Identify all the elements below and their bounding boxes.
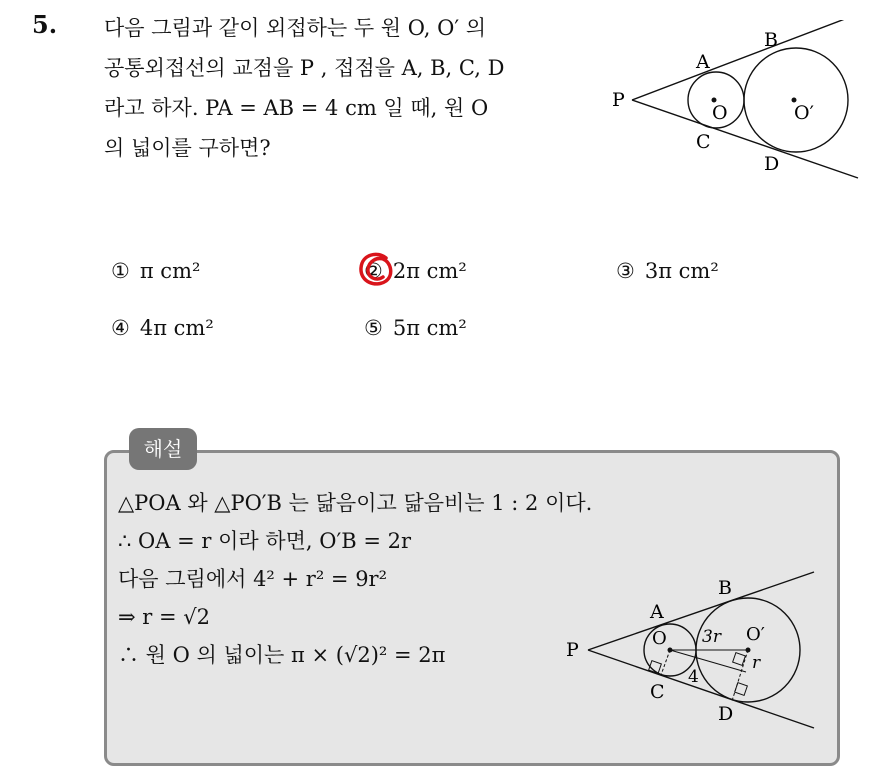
- label-o: O: [712, 102, 728, 124]
- choice-number: ③: [616, 259, 635, 283]
- tangent-line-lower: [588, 650, 814, 728]
- choice-text: 4π cm²: [139, 316, 214, 340]
- choice-number: ②: [364, 259, 383, 283]
- choice-text: 3π cm²: [644, 259, 719, 283]
- question-line: 다음 그림과 같이 외접하는 두 원 O, O′ 의: [104, 16, 487, 40]
- parallel-segment: [670, 650, 746, 672]
- choice-number: ④: [111, 316, 130, 340]
- solution-line: ∴ 원 O 의 넓이는 π × (√2)² = 2π: [118, 643, 446, 667]
- question-text: [104, 8, 584, 168]
- answer-mark-icon: [356, 250, 396, 290]
- label-c: C: [696, 131, 711, 153]
- radius-oc: [661, 650, 670, 675]
- label-b: B: [718, 577, 732, 599]
- solution-text: [118, 484, 592, 674]
- label-3r: 3r: [702, 627, 721, 647]
- solution-tag: 해설: [129, 428, 197, 470]
- label-a: A: [650, 601, 664, 623]
- right-angle-marker: [733, 653, 746, 666]
- solution-line: 다음 그림에서 4² + r² = 9r²: [118, 567, 388, 591]
- choice-text: 5π cm²: [392, 316, 467, 340]
- solution-line: ∴ OA = r 이라 하면, O′B = 2r: [118, 529, 412, 553]
- label-p: P: [612, 89, 625, 111]
- label-o2: O′: [794, 102, 814, 124]
- solution-line: △POA 와 △PO′B 는 닮음이고 닮음비는 1 : 2 이다.: [118, 491, 593, 515]
- label-r: r: [752, 653, 761, 673]
- solution-line: ⇒ r = √2: [118, 605, 210, 629]
- choice-number: ①: [111, 259, 130, 283]
- question-figure: [600, 20, 870, 190]
- label-c: C: [650, 681, 665, 703]
- tangent-line-upper: [588, 572, 814, 650]
- label-p: P: [566, 639, 579, 661]
- solution-figure: [560, 570, 820, 730]
- label-o2: O′: [746, 624, 765, 645]
- answer-mark-stroke: [361, 254, 391, 284]
- label-o: O: [652, 628, 667, 649]
- choice-5[interactable]: [364, 316, 467, 340]
- label-4: 4: [688, 667, 699, 687]
- question-number: 5.: [32, 10, 58, 39]
- question-line: 라고 하자. PA = AB = 4 cm 일 때, 원 O: [104, 96, 489, 120]
- label-b: B: [764, 29, 778, 51]
- choice-3[interactable]: [616, 259, 719, 283]
- choice-1[interactable]: [111, 259, 200, 283]
- choice-4[interactable]: [111, 316, 214, 340]
- question-line: 공통외접선의 교점을 P , 접점을 A, B, C, D: [104, 56, 505, 80]
- label-a: A: [696, 51, 710, 73]
- choice-text: π cm²: [139, 259, 201, 283]
- label-d: D: [764, 153, 780, 175]
- label-d: D: [718, 703, 734, 725]
- choice-text: 2π cm²: [392, 259, 467, 283]
- right-angle-marker: [735, 683, 748, 696]
- choice-number: ⑤: [364, 316, 383, 340]
- question-line: 의 넓이를 구하면?: [104, 136, 271, 160]
